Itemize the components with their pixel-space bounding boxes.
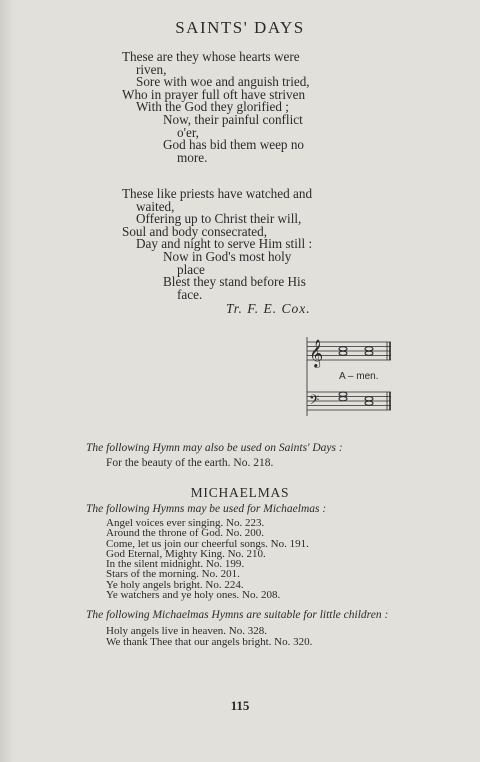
hymn-entry: For the beauty of the earth. No. 218. bbox=[106, 457, 274, 469]
hymn-entry: God Eternal, Mighty King. No. 210. bbox=[106, 547, 266, 560]
verse-line: place bbox=[177, 261, 205, 277]
page-number: 115 bbox=[230, 698, 250, 713]
amen-lyric: A – men. bbox=[339, 371, 379, 382]
verse-line: o'er, bbox=[177, 124, 199, 140]
hymn-entry: Stars of the morning. No. 201. bbox=[106, 568, 240, 581]
hymn-entry: We thank Thee that our angels bright. No. 320. bbox=[106, 635, 313, 648]
verse-line: more. bbox=[177, 149, 208, 165]
hymn-entry: Ye holy angels bright. No. 224. bbox=[106, 578, 244, 591]
verse-line: God has bid them weep no bbox=[163, 137, 305, 153]
children-hymn-list bbox=[106, 626, 312, 647]
treble-clef-icon: 𝄞 bbox=[309, 339, 324, 367]
section-title-michaelmas: MICHAELMAS bbox=[190, 485, 290, 500]
verse-line: Offering up to Christ their will, bbox=[136, 211, 302, 227]
hymn-entry: Angel voices ever singing. No. 223. bbox=[106, 517, 265, 529]
verse-line: waited, bbox=[136, 198, 175, 214]
verse-line: Soul and body consecrated, bbox=[122, 223, 268, 239]
verse-line: Sore with woe and anguish tried, bbox=[136, 74, 310, 90]
michaelmas-note: The following Hymns may be used for Michaelmas : bbox=[86, 503, 327, 515]
page-title: SAINTS' DAYS bbox=[175, 18, 305, 37]
verse-line: riven, bbox=[136, 61, 167, 77]
verse-line: Now in God's most holy bbox=[163, 248, 292, 264]
verse-line: Now, their painful conflict bbox=[163, 111, 303, 127]
hymn-entry: In the silent midnight. No. 199. bbox=[106, 558, 245, 571]
michaelmas-hymn-list bbox=[106, 518, 309, 600]
verse-line: Who in prayer full oft have striven bbox=[122, 86, 306, 102]
verse-line: These like priests have watched and bbox=[122, 186, 313, 201]
stanza-2 bbox=[122, 188, 312, 301]
verse-line: With the God they glorified ; bbox=[136, 99, 289, 115]
page-edge-shadow bbox=[0, 0, 14, 762]
verse-line: These are they whose hearts were bbox=[122, 49, 300, 64]
saints-days-note: The following Hymn may also be used on Saints' Days : bbox=[86, 442, 343, 454]
bass-clef-icon: 𝄢 bbox=[309, 392, 320, 411]
hymn-entry: Around the throne of God. No. 200. bbox=[106, 527, 264, 540]
hymn-entry: Ye watchers and ye holy ones. No. 208. bbox=[106, 589, 281, 602]
hymn-entry: Holy angels live in heaven. No. 328. bbox=[106, 625, 267, 637]
hymn-entry: Come, let us join our cheerful songs. No. 191. bbox=[106, 537, 309, 550]
children-hymns-note: The following Michaelmas Hymns are suitable for little children : bbox=[86, 609, 389, 621]
stanza-1 bbox=[122, 51, 310, 164]
translator-credit: Tr. F. E. Cox. bbox=[226, 301, 311, 316]
verse-line: face. bbox=[177, 286, 203, 302]
verse-line: Blest they stand before His bbox=[163, 274, 306, 290]
verse-line: Day and night to serve Him still : bbox=[136, 236, 313, 252]
